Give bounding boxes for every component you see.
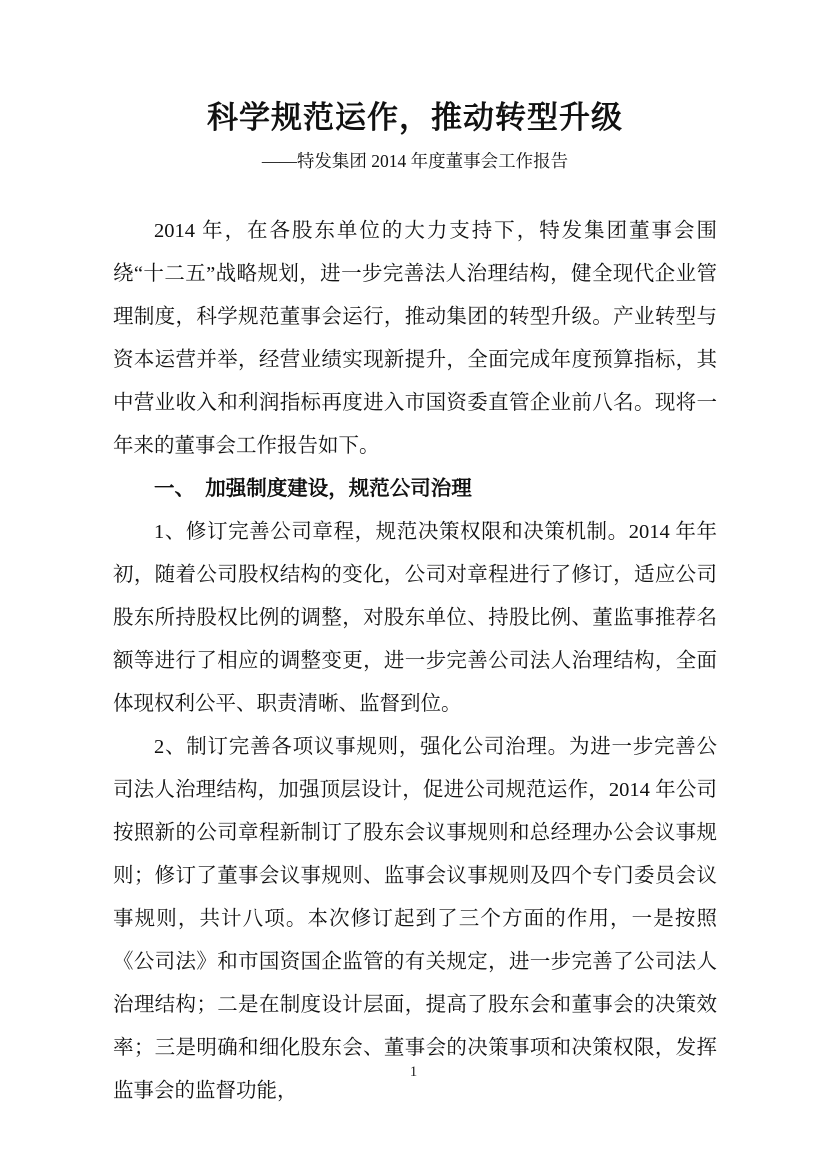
paragraph-intro: 2014 年，在各股东单位的大力支持下，特发集团董事会围绕“十二五”战略规划，进一步完善法人治理结构，健全现代企业管理制度，科学规范董事会运行，推动集团的转型升级。产业转型与资本运营并举，经营业绩实现新提升，全面完成年度预算指标，其中营业收入和利润指标再度进入市国资委直管企业前八名。现将一年来的董事会工作报告如下。 xyxy=(113,220,717,457)
paragraph-item-2: 2、制订完善各项议事规则，强化公司治理。为进一步完善公司法人治理结构，加强顶层设计，促进公司规范运作，2014 年公司按照新的公司章程新制订了股东会议事规则和总经理办公会议事规则；修订了董事会议事规则、监事会议事规则及四个专门委员会议事规则，共计八项。本次修订起到了三个方面的作用，一是按照《公司法》和市国资国企监管的有关规定，进一步完善了公司法人治理结构；二是在制度设计层面，提高了股东会和董事会的决策效率；三是明确和细化股东会、董事会的决策事项和决策权限，发挥监事会的监督功能， xyxy=(113,736,717,1102)
document-title: 科学规范运作，推动转型升级 xyxy=(207,100,623,135)
page-number: 1 xyxy=(409,1064,418,1080)
document-subtitle: ——特发集团 2014 年度董事会工作报告 xyxy=(261,151,569,171)
section-heading-1: 一、 加强制度建设，规范公司治理 xyxy=(154,478,472,500)
document-body xyxy=(113,96,717,1113)
paragraph-item-1: 1、修订完善公司章程，规范决策权限和决策机制。2014 年年初，随着公司股权结构的变化，公司对章程进行了修订，适应公司股东所持股权比例的调整，对股东单位、持股比例、董监事推荐名额等进行了相应的调整变更，进一步完善公司法人治理结构，全面体现权利公平、职责清晰、监督到位。 xyxy=(113,521,717,715)
